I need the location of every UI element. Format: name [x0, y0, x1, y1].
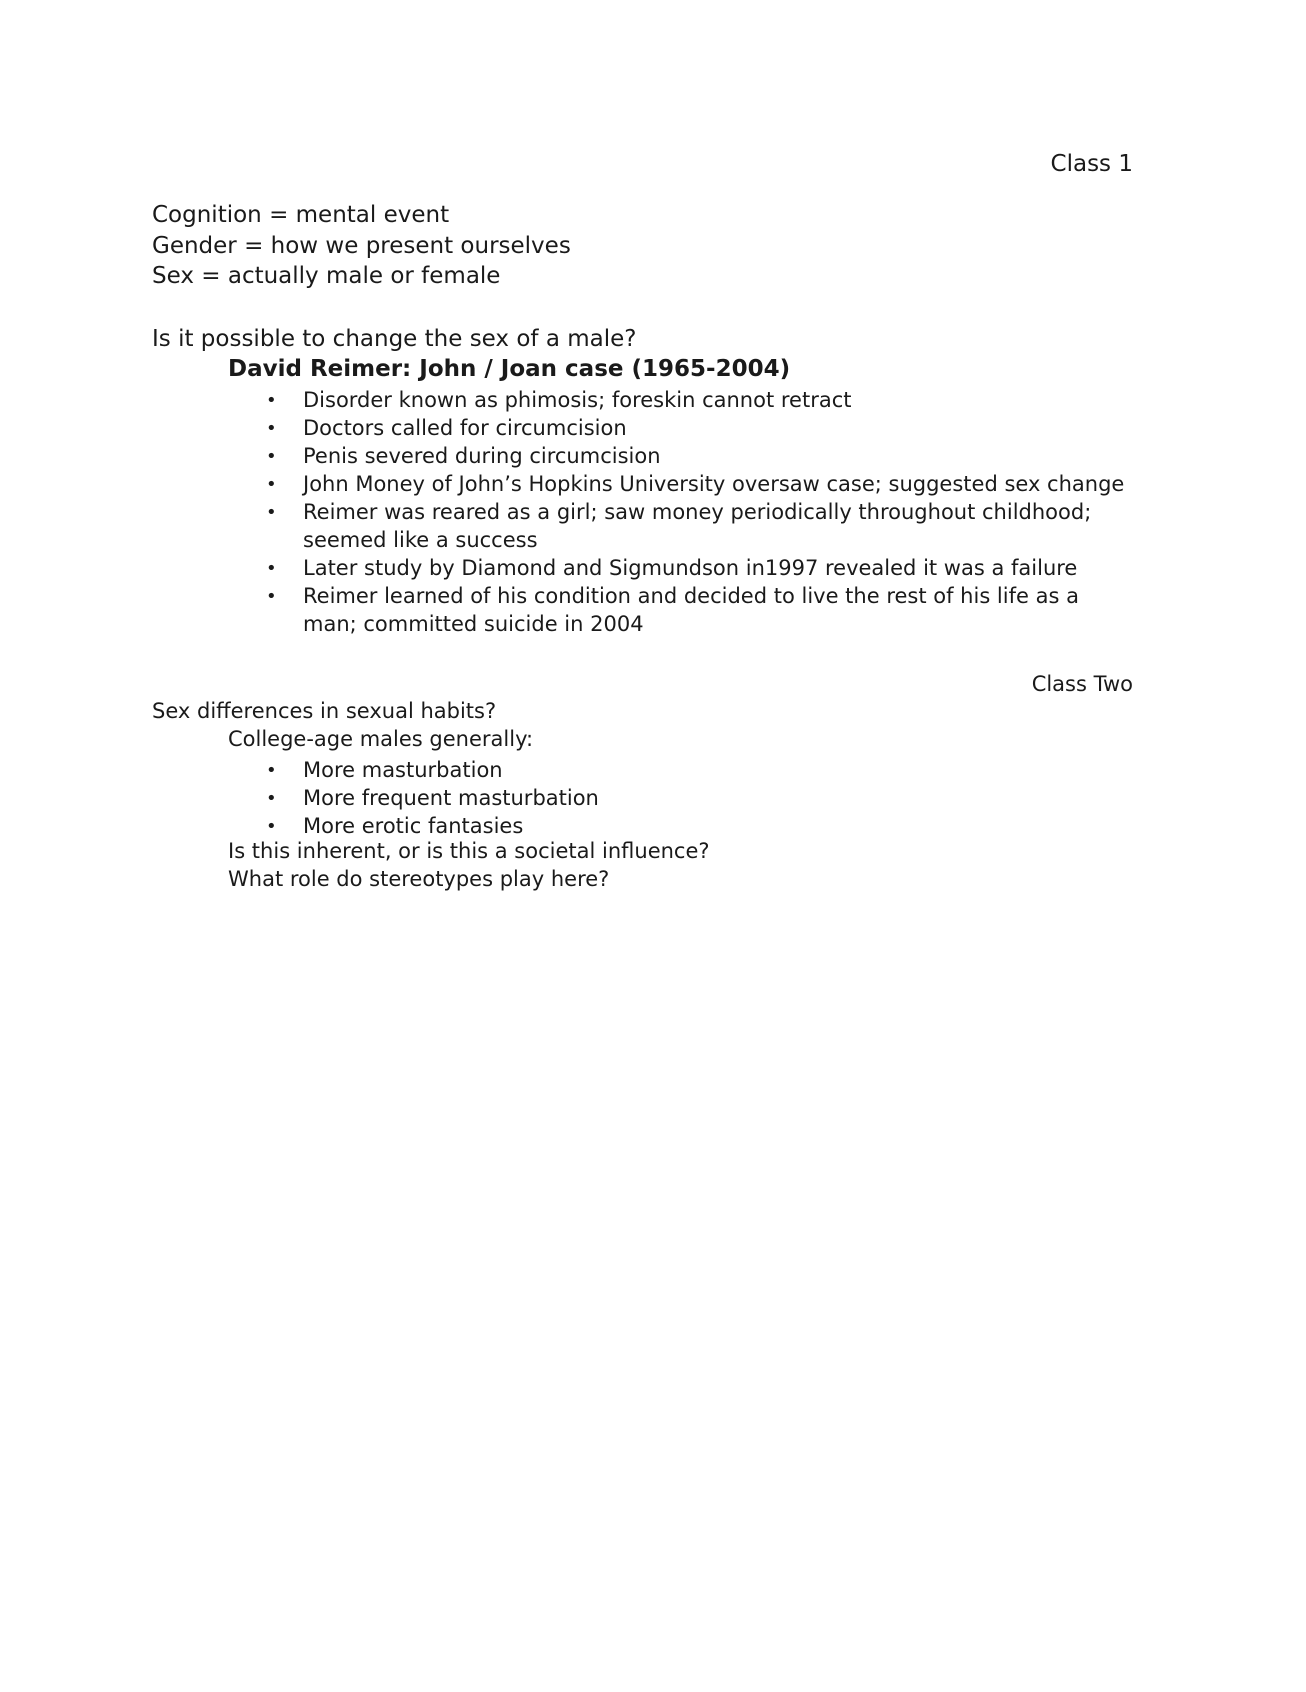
- bullet-text: More frequent masturbation: [303, 786, 599, 810]
- class-two-heading: Class Two: [1031, 672, 1133, 696]
- bullet-icon: •: [266, 474, 277, 495]
- bullet-icon: •: [266, 586, 277, 607]
- bullet-icon: •: [266, 418, 277, 439]
- bullet-icon: •: [266, 760, 277, 781]
- bullet-icon: •: [266, 446, 277, 467]
- question-sex-differences: Sex differences in sexual habits?: [152, 699, 497, 723]
- bullet-icon: •: [266, 788, 277, 809]
- definition-cognition: Cognition = mental event: [152, 202, 450, 228]
- bullet-text: Later study by Diamond and Sigmundson in1997 revealed it was a failure: [303, 556, 1078, 580]
- bullet-icon: •: [266, 558, 277, 579]
- subheading-college-males: College-age males generally:: [228, 727, 534, 751]
- bullet-text: Reimer learned of his condition and decided to live the rest of his life as a: [303, 584, 1079, 608]
- followup-question-inherent: Is this inherent, or is this a societal influence?: [228, 839, 710, 863]
- bullet-icon: •: [266, 390, 277, 411]
- bullet-text-continuation: man; committed suicide in 2004: [303, 612, 644, 636]
- bullet-icon: •: [266, 816, 277, 837]
- bullet-text-continuation: seemed like a success: [303, 528, 538, 552]
- bullet-text: More erotic fantasies: [303, 814, 524, 838]
- bullet-text: Reimer was reared as a girl; saw money periodically throughout childhood;: [303, 500, 1092, 524]
- bullet-text: Penis severed during circumcision: [303, 444, 661, 468]
- followup-question-stereotypes: What role do stereotypes play here?: [228, 867, 610, 891]
- bullet-text: More masturbation: [303, 758, 503, 782]
- question-sex-change: Is it possible to change the sex of a male?: [152, 326, 637, 352]
- definition-sex: Sex = actually male or female: [152, 263, 501, 289]
- case-title: David Reimer: John / Joan case (1965-2004): [228, 356, 791, 382]
- bullet-icon: •: [266, 502, 277, 523]
- bullet-text: Doctors called for circumcision: [303, 416, 627, 440]
- bullet-text: Disorder known as phimosis; foreskin cannot retract: [303, 388, 852, 412]
- bullet-text: John Money of John’s Hopkins University oversaw case; suggested sex change: [303, 472, 1125, 496]
- class-1-heading: Class 1: [1050, 151, 1133, 177]
- definition-gender: Gender = how we present ourselves: [152, 233, 571, 259]
